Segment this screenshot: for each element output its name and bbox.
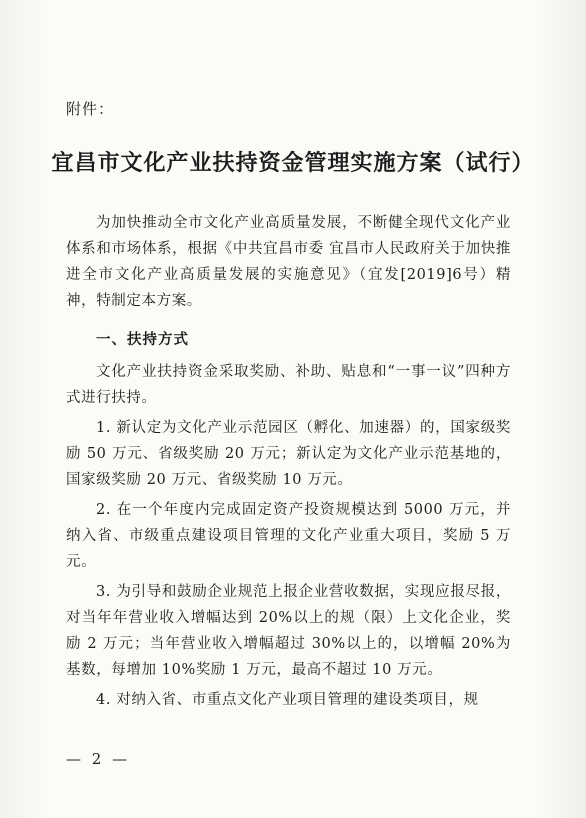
document-title: 宜昌市文化产业扶持资金管理实施方案（试行） [51, 150, 535, 176]
intro-paragraph: 为加快推动全市文化产业高质量发展，不断健全现代文化产业体系和市场体系，根据《中共宜昌市委 宜昌市人民政府关于加快推进全市文化产业高质量发展的实施意见》（宜发[2019]6号）精神，特制定本方案。 [66, 215, 511, 309]
section-heading: 一、扶持方式 [96, 332, 189, 348]
item-3-paragraph: 3. 为引导和鼓励企业规范上报企业营收数据，实现应报尽报，对当年年营业收入增幅达到 20%以上的规（限）上文化企业，奖励 2 万元；当年营业收入增幅超过 30%以上的，以增幅 20%为基数，每增加 10%奖励 1 万元，最高不超过 10 万元。 [66, 584, 511, 678]
item-1-paragraph: 1. 新认定为文化产业示范园区（孵化、加速器）的，国家级奖励 50 万元、省级奖励 20 万元；新认定为文化产业示范基地的，国家级奖励 20 万元、省级奖励 10 万元。 [66, 420, 511, 488]
document-body [66, 210, 511, 713]
page-number: — 2 — [66, 750, 131, 768]
section-intro-paragraph: 文化产业扶持资金采取奖励、补助、贴息和“一事一议”四种方式进行扶持。 [66, 364, 511, 406]
attachment-label: 附件： [66, 100, 115, 118]
item-2-paragraph: 2. 在一个年度内完成固定资产投资规模达到 5000 万元，并纳入省、市级重点建设项目管理的文化产业重大项目，奖励 5 万元。 [66, 502, 511, 570]
item-4-paragraph: 4. 对纳入省、市重点文化产业项目管理的建设类项目，规 [96, 692, 479, 708]
